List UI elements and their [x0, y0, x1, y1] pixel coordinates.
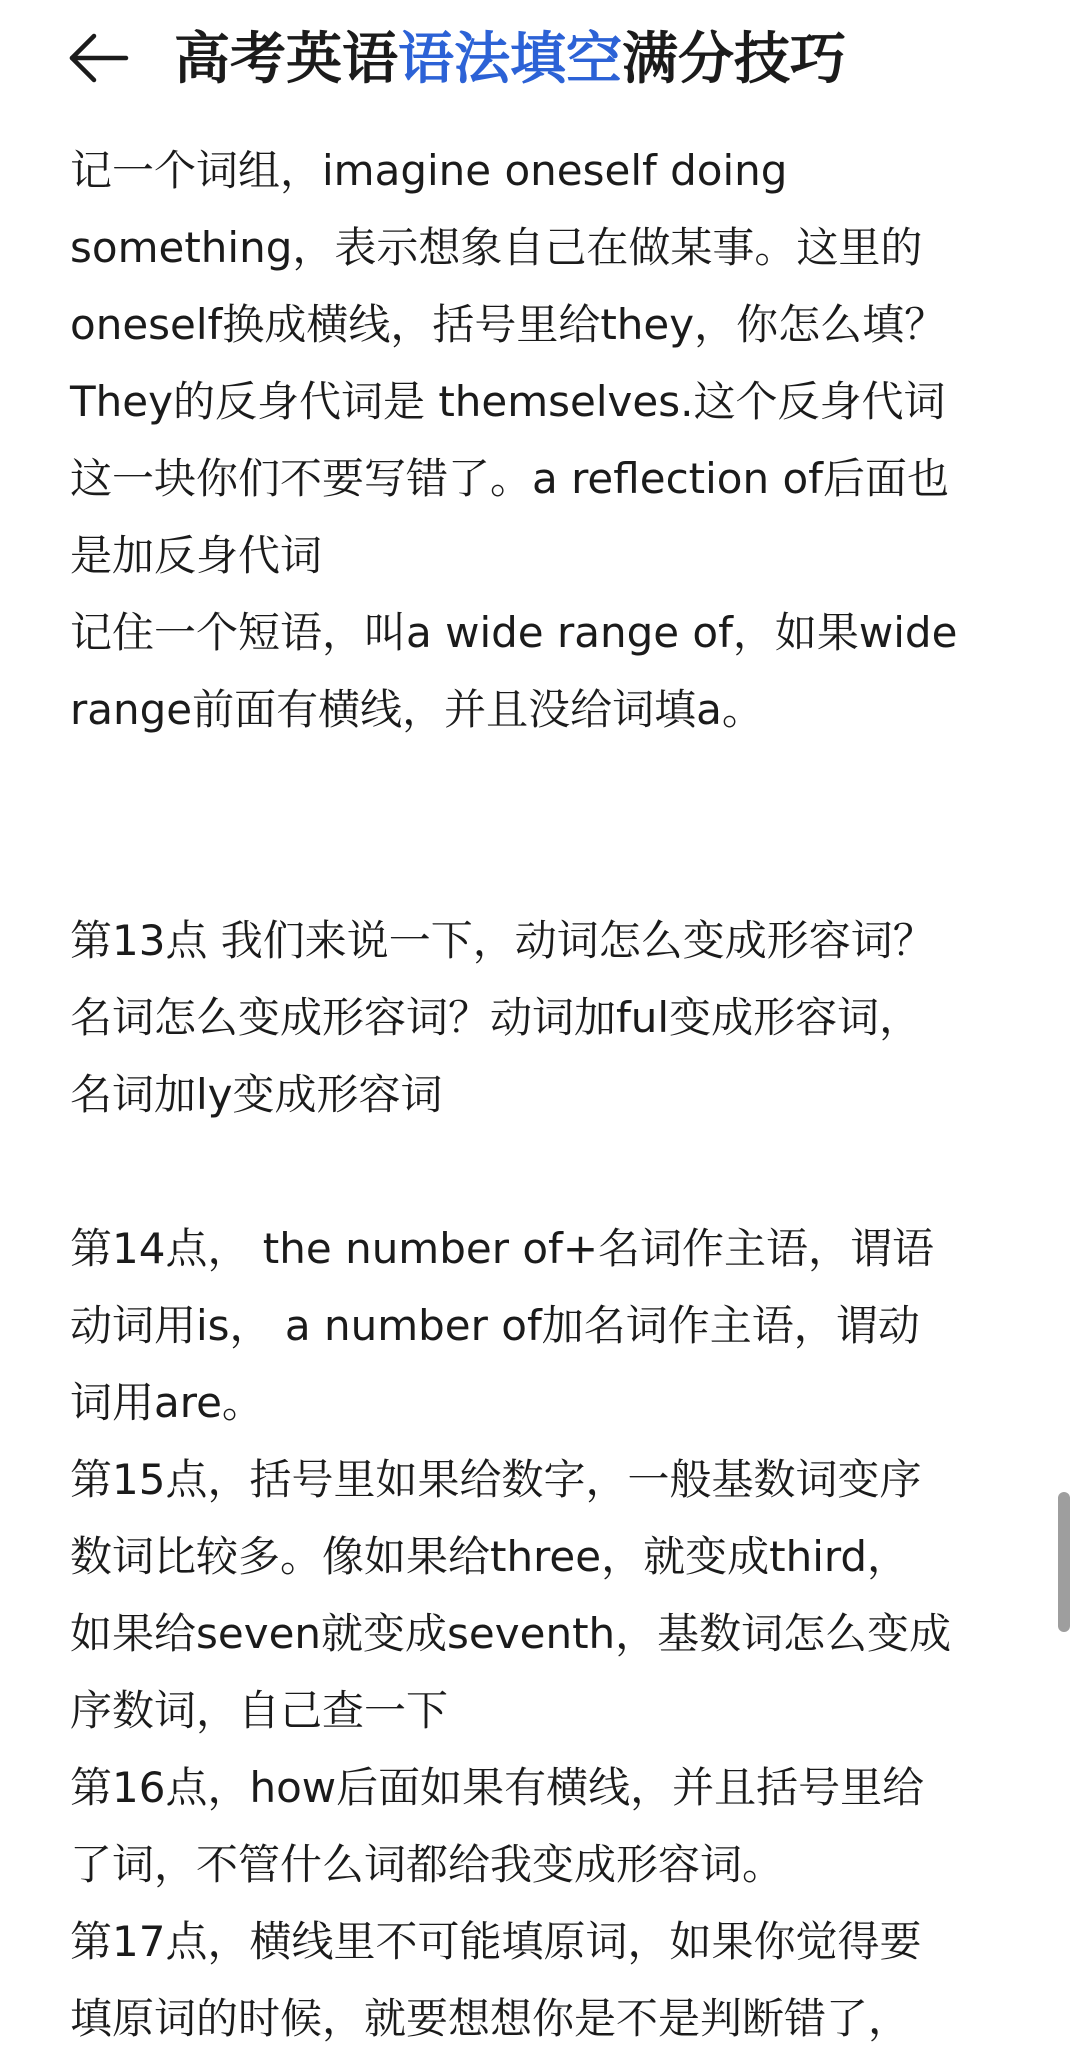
article-line: something，表示想象自己在做某事。这里的	[70, 223, 923, 272]
article-line: 第17点，横线里不可能填原词，如果你觉得要	[70, 1917, 922, 1966]
article-line: 如果给seven就变成seventh，基数词怎么变成	[70, 1609, 952, 1658]
article-line: 第15点，括号里如果给数字，一般基数词变序	[70, 1455, 922, 1504]
arrow-left-icon	[62, 18, 142, 98]
title-highlight: 语法填空	[398, 27, 622, 92]
article-line: 是加反身代词	[70, 531, 323, 580]
article-line: 记一个词组，imagine oneself doing	[70, 146, 788, 195]
article-line: 数词比较多。像如果给three，就变成third，	[70, 1532, 910, 1581]
article-line: 序数词，自己查一下	[70, 1686, 449, 1735]
article-line: range前面有横线，并且没给词填a。	[70, 685, 764, 734]
blank-line	[70, 1133, 1016, 1210]
article-line: 第13点 我们来说一下，动词怎么变成形容词？	[70, 916, 935, 965]
blank-line	[70, 825, 1016, 902]
article-line: 名词加ly变成形容词	[70, 1070, 443, 1119]
title-part-1: 高考英语	[174, 27, 398, 92]
article-line: 动词用is， a number of加名词作主语，谓动	[70, 1301, 920, 1350]
back-button[interactable]	[62, 18, 142, 98]
scrollbar[interactable]	[1058, 0, 1070, 2053]
article-line: 填原词的时候，就要想想你是不是判断错了，	[70, 1994, 911, 2043]
article-body	[70, 132, 1016, 2053]
article-line: 第14点， the number of+名词作主语，谓语	[70, 1224, 935, 1273]
article-line: oneself换成横线，括号里给they，你怎么填？	[70, 300, 947, 349]
article-line: 词用are。	[70, 1378, 264, 1427]
article-line: 名词怎么变成形容词？动词加ful变成形容词，	[70, 993, 922, 1042]
page-title	[174, 20, 846, 100]
article-line: 了词，不管什么词都给我变成形容词。	[70, 1840, 785, 1889]
scrollbar-thumb[interactable]	[1058, 1492, 1070, 1632]
article-line: 记住一个短语，叫a wide range of，如果wide	[70, 608, 958, 657]
article-line: They的反身代词是 themselves.这个反身代词	[70, 377, 946, 426]
top-app-bar	[0, 0, 1080, 124]
article-line: 这一块你们不要写错了。a reflection of后面也	[70, 454, 949, 503]
blank-line	[70, 748, 1016, 825]
title-part-2: 满分技巧	[622, 27, 846, 92]
article-line: 第16点，how后面如果有横线，并且括号里给	[70, 1763, 925, 1812]
